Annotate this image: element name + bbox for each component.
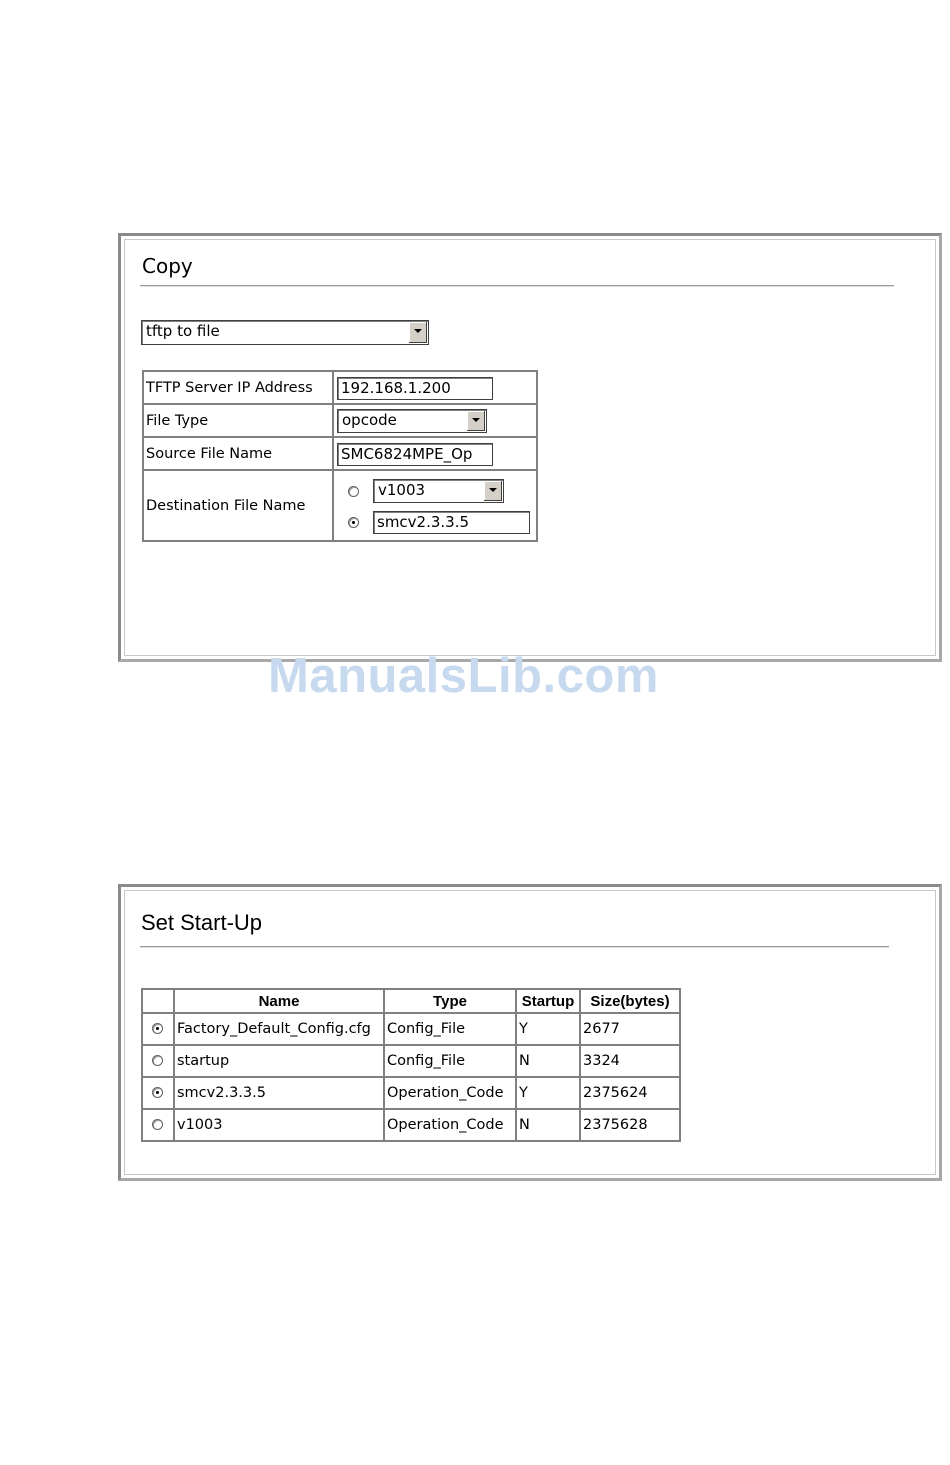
- file-type-cell: Config_File: [384, 1013, 516, 1045]
- watermark: ManualsLib.com: [268, 649, 659, 703]
- table-row[interactable]: [142, 1013, 680, 1045]
- startup-table: [141, 988, 681, 1142]
- copy-mode-select[interactable]: [141, 320, 429, 345]
- table-header-row: [142, 989, 680, 1013]
- row-select-cell: [142, 1045, 174, 1077]
- size-column-header: Size(bytes): [580, 989, 680, 1013]
- source-file-cell: [333, 437, 537, 470]
- row-radio[interactable]: [152, 1119, 163, 1130]
- dest-file-cell: [333, 470, 537, 541]
- startup-flag-cell: N: [516, 1109, 580, 1141]
- file-type-label: File Type: [143, 404, 333, 437]
- startup-column-header: Startup: [516, 989, 580, 1013]
- dest-text-radio[interactable]: [348, 517, 359, 528]
- server-ip-label: TFTP Server IP Address: [143, 371, 333, 404]
- select-column-header: [142, 989, 174, 1013]
- row-select-cell: [142, 1013, 174, 1045]
- table-row[interactable]: [142, 1109, 680, 1141]
- file-type-select[interactable]: [337, 409, 487, 433]
- server-ip-input[interactable]: 192.168.1.200: [337, 377, 493, 400]
- file-type-cell: [333, 404, 537, 437]
- chevron-down-icon[interactable]: [408, 322, 427, 343]
- file-type-value: opcode: [342, 411, 397, 429]
- source-file-input[interactable]: SMC6824MPE_Op: [337, 443, 493, 466]
- file-name-cell: smcv2.3.3.5: [174, 1077, 384, 1109]
- file-name-cell: Factory_Default_Config.cfg: [174, 1013, 384, 1045]
- row-radio[interactable]: [152, 1023, 163, 1034]
- dest-file-input[interactable]: smcv2.3.3.5: [373, 511, 530, 534]
- row-radio[interactable]: [152, 1055, 163, 1066]
- dest-file-select[interactable]: [373, 479, 504, 503]
- chevron-down-icon[interactable]: [483, 481, 502, 501]
- table-row[interactable]: [142, 1077, 680, 1109]
- startup-title: Set Start-Up: [141, 910, 263, 935]
- file-name-cell: v1003: [174, 1109, 384, 1141]
- row-select-cell: [142, 1077, 174, 1109]
- file-size-cell: 3324: [580, 1045, 680, 1077]
- startup-flag-cell: Y: [516, 1077, 580, 1109]
- file-name-cell: startup: [174, 1045, 384, 1077]
- startup-flag-cell: Y: [516, 1013, 580, 1045]
- copy-mode-value: tftp to file: [146, 322, 220, 340]
- copy-title: Copy: [142, 254, 193, 278]
- row-radio[interactable]: [152, 1087, 163, 1098]
- dest-file-label: Destination File Name: [143, 470, 333, 541]
- copy-title-divider: [140, 285, 894, 287]
- startup-title-divider: [140, 946, 889, 948]
- file-type-cell: Operation_Code: [384, 1077, 516, 1109]
- file-type-cell: Operation_Code: [384, 1109, 516, 1141]
- copy-form-table: [142, 370, 538, 542]
- file-size-cell: 2677: [580, 1013, 680, 1045]
- server-ip-cell: [333, 371, 537, 404]
- dest-select-value: v1003: [378, 481, 426, 499]
- file-size-cell: 2375624: [580, 1077, 680, 1109]
- startup-flag-cell: N: [516, 1045, 580, 1077]
- name-column-header: Name: [174, 989, 384, 1013]
- type-column-header: Type: [384, 989, 516, 1013]
- source-file-label: Source File Name: [143, 437, 333, 470]
- dest-select-radio[interactable]: [348, 486, 359, 497]
- file-size-cell: 2375628: [580, 1109, 680, 1141]
- row-select-cell: [142, 1109, 174, 1141]
- chevron-down-icon[interactable]: [466, 411, 485, 431]
- table-row[interactable]: [142, 1045, 680, 1077]
- file-type-cell: Config_File: [384, 1045, 516, 1077]
